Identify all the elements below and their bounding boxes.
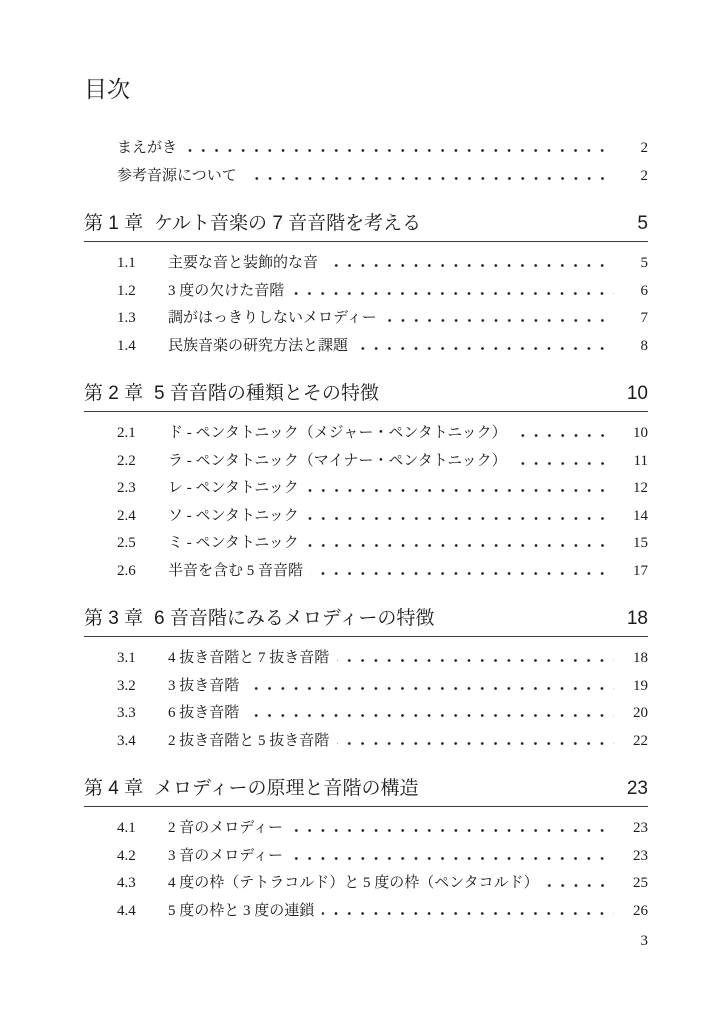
section-number: 2.6 — [117, 562, 136, 579]
toc-entry-page: 23 — [633, 820, 648, 836]
toc-entry-title: 2 抜き音階と 5 抜き音階 — [168, 732, 330, 749]
dot-leader — [307, 517, 614, 520]
dot-leader — [326, 264, 614, 267]
chapter-page: 10 — [626, 383, 648, 404]
toc-entry-page: 8 — [640, 337, 648, 354]
chapter-title: メロディーの原理と音階の構造 — [154, 778, 419, 799]
chapter-page: 18 — [626, 608, 648, 629]
toc-entry — [117, 870, 648, 898]
toc-entry-title: 民族音楽の研究方法と課題 — [168, 337, 349, 354]
toc-entry — [117, 558, 648, 586]
toc-entry-title: 3 音のメロディー — [168, 847, 284, 864]
toc-chapter-heading — [84, 384, 648, 412]
toc-entry-page: 15 — [633, 535, 648, 551]
dot-leader — [311, 572, 614, 575]
toc-entry-page: 17 — [633, 562, 648, 579]
section-number: 4.1 — [117, 820, 136, 836]
chapter-label: 第 4 章 — [84, 778, 144, 799]
chapter-list — [84, 214, 648, 925]
section-number: 2.4 — [117, 507, 136, 524]
toc-entry-page: 25 — [633, 875, 648, 891]
chapter-sections — [117, 815, 648, 925]
section-number: 1.4 — [117, 337, 136, 354]
toc-entry-title: レ - ペンタトニック — [168, 480, 299, 496]
dot-leader — [322, 912, 614, 915]
toc-entry-page: 6 — [640, 282, 648, 299]
toc-entry-page: 26 — [633, 902, 648, 919]
section-number: 3.2 — [117, 677, 136, 694]
chapter-page: 5 — [637, 213, 648, 234]
section-number: 4.3 — [117, 875, 136, 891]
toc-entry — [117, 530, 648, 558]
toc-entry — [117, 728, 648, 756]
toc-entry — [117, 305, 648, 333]
toc-entry — [117, 163, 648, 191]
toc-entry-title: 3 抜き音階 — [168, 677, 240, 694]
toc-entry — [117, 815, 648, 843]
chapter-sections — [117, 420, 648, 585]
toc-entry — [117, 843, 648, 871]
dot-leader — [185, 149, 614, 152]
toc-chapter-heading — [84, 779, 648, 807]
dot-leader — [515, 434, 614, 437]
chapter-sections — [117, 645, 648, 755]
toc-entry-page: 23 — [633, 847, 648, 864]
page-title: 目次 — [84, 76, 130, 102]
dot-leader — [515, 462, 614, 465]
toc-entry-page: 11 — [633, 452, 648, 469]
chapter-title: ケルト音楽の 7 音音階を考える — [154, 213, 422, 234]
section-number: 4.4 — [117, 902, 136, 919]
toc-entry-page: 19 — [633, 677, 648, 694]
toc-entry-title: 主要な音と装飾的な音 — [168, 255, 319, 271]
toc-entry-page: 7 — [640, 310, 648, 326]
toc-entry — [117, 898, 648, 926]
toc-entry-page: 10 — [633, 425, 648, 441]
chapter-label: 第 1 章 — [84, 213, 144, 234]
toc-entry-title: 2 音のメロディー — [168, 820, 284, 836]
section-number: 2.2 — [117, 452, 136, 469]
section-number: 1.2 — [117, 282, 136, 299]
toc-entry-title: 3 度の欠けた音階 — [168, 282, 285, 299]
toc-entry-title: 4 度の枠（テトラコルド）と 5 度の枠（ペンタコルド） — [168, 875, 539, 891]
section-number: 3.1 — [117, 650, 136, 666]
toc-chapter — [84, 609, 648, 755]
section-number: 1.3 — [117, 310, 136, 326]
toc-entry-page: 22 — [633, 732, 648, 749]
toc-entry — [117, 135, 648, 163]
toc-entry-page: 5 — [640, 255, 648, 271]
dot-leader — [247, 687, 614, 690]
dot-leader — [291, 857, 614, 860]
toc-entry — [117, 673, 648, 701]
toc-chapter — [84, 384, 648, 585]
toc-entry-title: 5 度の枠と 3 度の連鎖 — [168, 902, 315, 919]
toc-entry-title: 参考音源について — [117, 167, 237, 184]
chapter-label: 第 2 章 — [84, 383, 144, 404]
toc-entry — [117, 700, 648, 728]
chapter-title: 6 音音階にみるメロディーの特徴 — [154, 608, 435, 629]
dot-leader — [337, 742, 614, 745]
dot-leader — [291, 829, 614, 832]
dot-leader — [307, 489, 614, 492]
dot-leader — [247, 714, 614, 717]
toc-entry — [117, 278, 648, 306]
toc-entry — [117, 250, 648, 278]
toc-entry — [117, 448, 648, 476]
section-number: 1.1 — [117, 255, 136, 271]
dot-leader — [337, 659, 614, 662]
toc-entry-title: まえがき — [117, 140, 178, 156]
toc-entry-title: 半音を含む 5 音音階 — [168, 562, 304, 579]
toc-entry — [117, 645, 648, 673]
front-matter-list — [117, 135, 648, 190]
dot-leader — [356, 347, 614, 350]
section-number: 2.3 — [117, 480, 136, 496]
section-number: 3.4 — [117, 732, 136, 749]
chapter-page: 23 — [626, 778, 648, 799]
section-number: 3.3 — [117, 705, 136, 721]
toc-entry — [117, 333, 648, 361]
toc-entry-page: 2 — [640, 140, 648, 156]
chapter-sections — [117, 250, 648, 360]
toc-entry-page: 14 — [633, 507, 648, 524]
toc-entry-title: ソ - ペンタトニック — [168, 507, 299, 524]
toc-chapter — [84, 214, 648, 360]
toc-entry-page: 20 — [633, 705, 648, 721]
footer-page-number: 3 — [640, 933, 648, 949]
dot-leader — [385, 319, 614, 322]
dot-leader — [292, 292, 614, 295]
toc-chapter-heading — [84, 214, 648, 242]
section-number: 2.5 — [117, 535, 136, 551]
toc-entry-title: ミ - ペンタトニック — [168, 535, 299, 551]
toc-entry — [117, 420, 648, 448]
toc-entry-title: 6 抜き音階 — [168, 705, 240, 721]
toc-entry-page: 2 — [640, 167, 648, 184]
dot-leader — [307, 544, 614, 547]
toc-entry-title: ド - ペンタトニック（メジャー・ペンタトニック） — [168, 425, 507, 441]
toc-entry-page: 18 — [633, 650, 648, 666]
chapter-title: 5 音音階の種類とその特徴 — [154, 383, 379, 404]
section-number: 2.1 — [117, 425, 136, 441]
toc-entry-title: ラ - ペンタトニック（マイナー・ペンタトニック） — [168, 452, 507, 469]
toc-entry-page: 12 — [633, 480, 648, 496]
dot-leader — [547, 884, 614, 887]
chapter-label: 第 3 章 — [84, 608, 144, 629]
toc-entry — [117, 503, 648, 531]
toc-entry-title: 4 抜き音階と 7 抜き音階 — [168, 650, 330, 666]
toc-entry — [117, 475, 648, 503]
dot-leader — [245, 177, 614, 180]
section-number: 4.2 — [117, 847, 136, 864]
toc-entry-title: 調がはっきりしないメロディー — [168, 310, 377, 326]
toc-chapter — [84, 779, 648, 925]
toc-chapter-heading — [84, 609, 648, 637]
